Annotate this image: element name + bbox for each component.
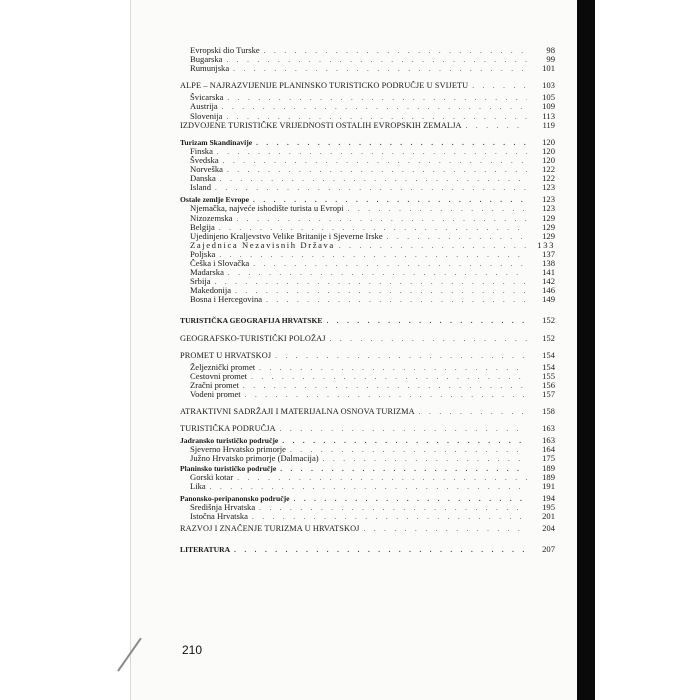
dot-leader bbox=[215, 278, 527, 286]
toc-entry bbox=[180, 241, 555, 250]
toc-entry-title: Ostale zemlje Evrope bbox=[180, 195, 250, 205]
dot-leader bbox=[219, 224, 527, 232]
toc-entry-title: Island bbox=[190, 183, 212, 193]
toc-entry-page: 194 bbox=[542, 493, 555, 503]
toc-entry bbox=[180, 102, 555, 111]
dot-leader bbox=[252, 513, 527, 521]
toc-entry bbox=[180, 424, 555, 433]
toc-entry-title: TURISTIČKA PODRUČJA bbox=[180, 424, 276, 434]
dot-leader bbox=[220, 175, 527, 183]
toc-entry bbox=[180, 351, 555, 360]
toc-entry-title: Zajednica Nezavisnih Država bbox=[190, 240, 335, 250]
dot-leader bbox=[245, 391, 527, 399]
dot-leader bbox=[327, 317, 528, 325]
toc-entry bbox=[180, 503, 555, 512]
toc-entry bbox=[180, 381, 555, 390]
dot-leader bbox=[348, 205, 527, 213]
toc-entry-page: 142 bbox=[542, 277, 555, 287]
toc-entry bbox=[180, 390, 555, 399]
dot-leader bbox=[330, 335, 527, 343]
toc-entry-page: 103 bbox=[542, 81, 555, 91]
toc-entry-page: 119 bbox=[542, 120, 555, 130]
toc-spacer bbox=[180, 533, 555, 545]
dot-leader bbox=[466, 122, 527, 130]
toc-entry-page: 201 bbox=[542, 512, 555, 522]
toc-entry-title: ALPE – NAJRAZVIJENIJE PLANINSKO TURISTICKO PODRUČJE U SVIJETU bbox=[180, 81, 469, 91]
toc-entry bbox=[180, 165, 555, 174]
toc-spacer bbox=[180, 326, 555, 334]
toc-entry-title: TURISTIČKA GEOGRAFIJA HRVATSKE bbox=[180, 316, 323, 326]
dot-leader bbox=[256, 139, 527, 147]
toc-entry-title: Bugarska bbox=[190, 55, 223, 65]
toc-entry bbox=[180, 436, 555, 445]
toc-entry bbox=[180, 316, 555, 325]
toc-entry-page: 105 bbox=[542, 93, 555, 103]
toc-entry bbox=[180, 363, 555, 372]
toc-entry-title: Lika bbox=[190, 481, 206, 491]
dot-leader bbox=[217, 148, 527, 156]
toc-entry-page: 137 bbox=[542, 249, 555, 259]
toc-entry bbox=[180, 286, 555, 295]
toc-entry bbox=[180, 259, 555, 268]
toc-entry bbox=[180, 121, 555, 130]
toc-entry-title: GEOGRAFSKO-TURISTIČKI POLOŽAJ bbox=[180, 333, 326, 343]
toc-spacer bbox=[180, 130, 555, 138]
dot-leader bbox=[387, 233, 527, 241]
toc-entry-page: 207 bbox=[542, 545, 555, 555]
toc-entry-page: 133 bbox=[537, 240, 555, 250]
toc-entry-page: 155 bbox=[542, 371, 555, 381]
toc-entry-page: 123 bbox=[542, 183, 555, 193]
dot-leader bbox=[236, 215, 527, 223]
toc-entry bbox=[180, 464, 555, 473]
toc-entry bbox=[180, 112, 555, 121]
toc-entry bbox=[180, 156, 555, 165]
toc-entry-title: LITERATURA bbox=[180, 545, 231, 555]
toc-entry-page: 152 bbox=[542, 316, 555, 326]
toc-entry-page: 98 bbox=[546, 46, 555, 55]
toc-spacer bbox=[180, 73, 555, 81]
dot-leader bbox=[253, 260, 527, 268]
toc-entry-title: Slovenija bbox=[190, 111, 223, 121]
dot-leader bbox=[280, 425, 527, 433]
toc-entry-title: Finska bbox=[190, 146, 213, 156]
toc-entry bbox=[180, 93, 555, 102]
toc-entry-title: Makedonija bbox=[190, 286, 232, 296]
toc-entry bbox=[180, 232, 555, 241]
toc-entry-page: 195 bbox=[542, 502, 555, 512]
dot-leader bbox=[323, 455, 527, 463]
toc-spacer bbox=[180, 416, 555, 424]
toc-entry-title: Austrija bbox=[190, 102, 218, 112]
toc-spacer bbox=[180, 343, 555, 351]
toc-entry-page: 113 bbox=[542, 111, 555, 121]
toc-entry-page: 101 bbox=[542, 64, 555, 74]
dot-leader bbox=[215, 184, 527, 192]
toc-entry bbox=[180, 147, 555, 156]
toc-entry-title: Bosna i Hercegovina bbox=[190, 295, 263, 305]
toc-entry-title: Švicarska bbox=[190, 93, 224, 103]
dot-leader bbox=[294, 495, 527, 503]
toc-entry-title: IZDVOJENE TURISTIČKE VRIJEDNOSTI OSTALIH EVROPSKIH ZEMALJA bbox=[180, 120, 462, 130]
toc-entry-page: 109 bbox=[542, 102, 555, 112]
toc-entry bbox=[180, 183, 555, 192]
page-number: 210 bbox=[182, 643, 203, 657]
toc-entry-title: Češka i Slovačka bbox=[190, 258, 250, 268]
toc-entry-page: 129 bbox=[542, 222, 555, 232]
toc-entry-title: Švedska bbox=[190, 155, 219, 165]
dot-leader bbox=[228, 269, 527, 277]
toc-entry-title: Nizozemska bbox=[190, 213, 233, 223]
toc-entry bbox=[180, 407, 555, 416]
toc-entry-page: 154 bbox=[542, 362, 555, 372]
toc-entry-page: 154 bbox=[542, 350, 555, 360]
toc-entry-page: 122 bbox=[542, 174, 555, 184]
toc-entry-page: 149 bbox=[542, 295, 555, 305]
toc-entry bbox=[180, 214, 555, 223]
dot-leader bbox=[226, 56, 527, 64]
toc-entry bbox=[180, 512, 555, 521]
toc-entry-title: Njemačka, najveće ishodište turista u Evropi bbox=[190, 204, 344, 214]
dot-leader bbox=[259, 504, 527, 512]
toc-entry-title: Cestovni promet bbox=[190, 371, 248, 381]
dot-leader bbox=[227, 94, 527, 102]
toc-entry-title: Istočna Hrvatska bbox=[190, 512, 248, 522]
toc-entry-title: ATRAKTIVNI SADRŽAJI I MATERIJALNA OSNOVA TURIZMA bbox=[180, 407, 415, 417]
book-spine-shadow bbox=[577, 0, 595, 700]
toc-entry-page: 164 bbox=[542, 445, 555, 455]
toc-entry-page: 120 bbox=[542, 155, 555, 165]
toc-entry bbox=[180, 545, 555, 554]
dot-leader bbox=[339, 242, 527, 250]
toc-spacer bbox=[180, 399, 555, 407]
toc-entry-title: Norveška bbox=[190, 165, 223, 175]
toc-entry bbox=[180, 445, 555, 454]
toc-entry-title: Gorski kotar bbox=[190, 472, 234, 482]
toc-entry-title: Jadransko turističko područje bbox=[180, 436, 279, 446]
toc-entry-page: 138 bbox=[542, 258, 555, 268]
toc-entry bbox=[180, 277, 555, 286]
toc-entry-page: 204 bbox=[542, 524, 555, 534]
toc-entry-page: 141 bbox=[542, 268, 555, 278]
toc-entry bbox=[180, 473, 555, 482]
toc-entry-title: Turizam Skandinavije bbox=[180, 137, 253, 147]
toc-entry bbox=[180, 81, 555, 90]
table-of-contents bbox=[180, 46, 555, 554]
toc-entry bbox=[180, 482, 555, 491]
dot-leader bbox=[227, 166, 527, 174]
toc-entry bbox=[180, 55, 555, 64]
toc-entry-page: 163 bbox=[542, 424, 555, 434]
dot-leader bbox=[226, 113, 527, 121]
toc-entry-title: Sjeverno Hrvatsko primorje bbox=[190, 445, 286, 455]
toc-entry bbox=[180, 295, 555, 304]
toc-entry-page: 129 bbox=[542, 231, 555, 241]
toc-entry-title: Vodeni promet bbox=[190, 390, 241, 399]
toc-entry-page: 152 bbox=[542, 333, 555, 343]
toc-entry-title: Danska bbox=[190, 174, 216, 184]
toc-entry-page: 120 bbox=[542, 146, 555, 156]
toc-entry-title: Evropski dio Turske bbox=[190, 46, 260, 55]
toc-entry bbox=[180, 268, 555, 277]
toc-entry-page: 122 bbox=[542, 165, 555, 175]
toc-entry-title: RAZVOJ I ZNAČENJE TURIZMA U HRVATSKOJ bbox=[180, 524, 360, 534]
toc-entry bbox=[180, 223, 555, 232]
toc-entry-title: Ujedinjeno Kraljevstvo Velike Britanije i Sjeverne Irske bbox=[190, 231, 383, 241]
dot-leader bbox=[243, 382, 527, 390]
toc-entry bbox=[180, 334, 555, 343]
toc-entry bbox=[180, 250, 555, 259]
toc-entry-page: 99 bbox=[546, 55, 555, 65]
dot-leader bbox=[251, 373, 527, 381]
dot-leader bbox=[237, 474, 527, 482]
toc-entry bbox=[180, 174, 555, 183]
dot-leader bbox=[234, 546, 527, 554]
dot-leader bbox=[419, 408, 527, 416]
dot-leader bbox=[219, 251, 527, 259]
toc-entry-page: 163 bbox=[542, 436, 555, 446]
toc-entry bbox=[180, 195, 555, 204]
dot-leader bbox=[253, 196, 527, 204]
toc-entry-title: Panonsko-peripanonsko područje bbox=[180, 493, 290, 503]
toc-entry-title: Željeznički promet bbox=[190, 362, 256, 372]
dot-leader bbox=[290, 446, 527, 454]
toc-entry-page: 191 bbox=[542, 481, 555, 491]
dot-leader bbox=[223, 157, 527, 165]
dot-leader bbox=[222, 103, 527, 111]
dot-leader bbox=[472, 82, 527, 90]
toc-entry bbox=[180, 524, 555, 533]
toc-entry-page: 156 bbox=[542, 380, 555, 390]
toc-entry-title: Rumunjska bbox=[190, 64, 230, 74]
toc-spacer bbox=[180, 304, 555, 316]
dot-leader bbox=[235, 287, 527, 295]
toc-entry-title: Središnja Hrvatska bbox=[190, 502, 256, 512]
toc-entry-title: PROMET U HRVATSKOJ bbox=[180, 350, 272, 360]
toc-entry-page: 120 bbox=[542, 137, 555, 147]
toc-entry bbox=[180, 64, 555, 73]
toc-entry-page: 189 bbox=[542, 463, 555, 473]
toc-entry-page: 175 bbox=[542, 454, 555, 464]
toc-entry-page: 157 bbox=[542, 390, 555, 399]
toc-entry-page: 129 bbox=[542, 213, 555, 223]
toc-entry-page: 189 bbox=[542, 472, 555, 482]
toc-entry bbox=[180, 454, 555, 463]
dot-leader bbox=[233, 65, 527, 73]
toc-entry-title: Zračni promet bbox=[190, 380, 239, 390]
toc-entry-title: Madarska bbox=[190, 268, 224, 278]
toc-entry bbox=[180, 46, 555, 55]
dot-leader bbox=[282, 437, 527, 445]
toc-entry-page: 158 bbox=[542, 407, 555, 417]
dot-leader bbox=[259, 364, 527, 372]
toc-entry-title: Belgija bbox=[190, 222, 215, 232]
toc-entry-title: Poljska bbox=[190, 249, 216, 259]
toc-entry-page: 123 bbox=[542, 195, 555, 205]
dot-leader bbox=[280, 465, 527, 473]
toc-entry bbox=[180, 372, 555, 381]
toc-entry bbox=[180, 138, 555, 147]
dot-leader bbox=[364, 525, 527, 533]
dot-leader bbox=[266, 296, 527, 304]
toc-entry-page: 146 bbox=[542, 286, 555, 296]
dot-leader bbox=[264, 47, 527, 55]
dot-leader bbox=[210, 483, 527, 491]
toc-entry-title: Južno Hrvatsko primorje (Dalmacija) bbox=[190, 454, 319, 464]
dot-leader bbox=[275, 352, 527, 360]
toc-entry bbox=[180, 204, 555, 213]
toc-entry bbox=[180, 494, 555, 503]
page-margin bbox=[595, 0, 700, 700]
toc-entry-title: Planinsko turističko područje bbox=[180, 463, 277, 473]
toc-entry-page: 123 bbox=[542, 204, 555, 214]
toc-entry-title: Srbija bbox=[190, 277, 211, 287]
